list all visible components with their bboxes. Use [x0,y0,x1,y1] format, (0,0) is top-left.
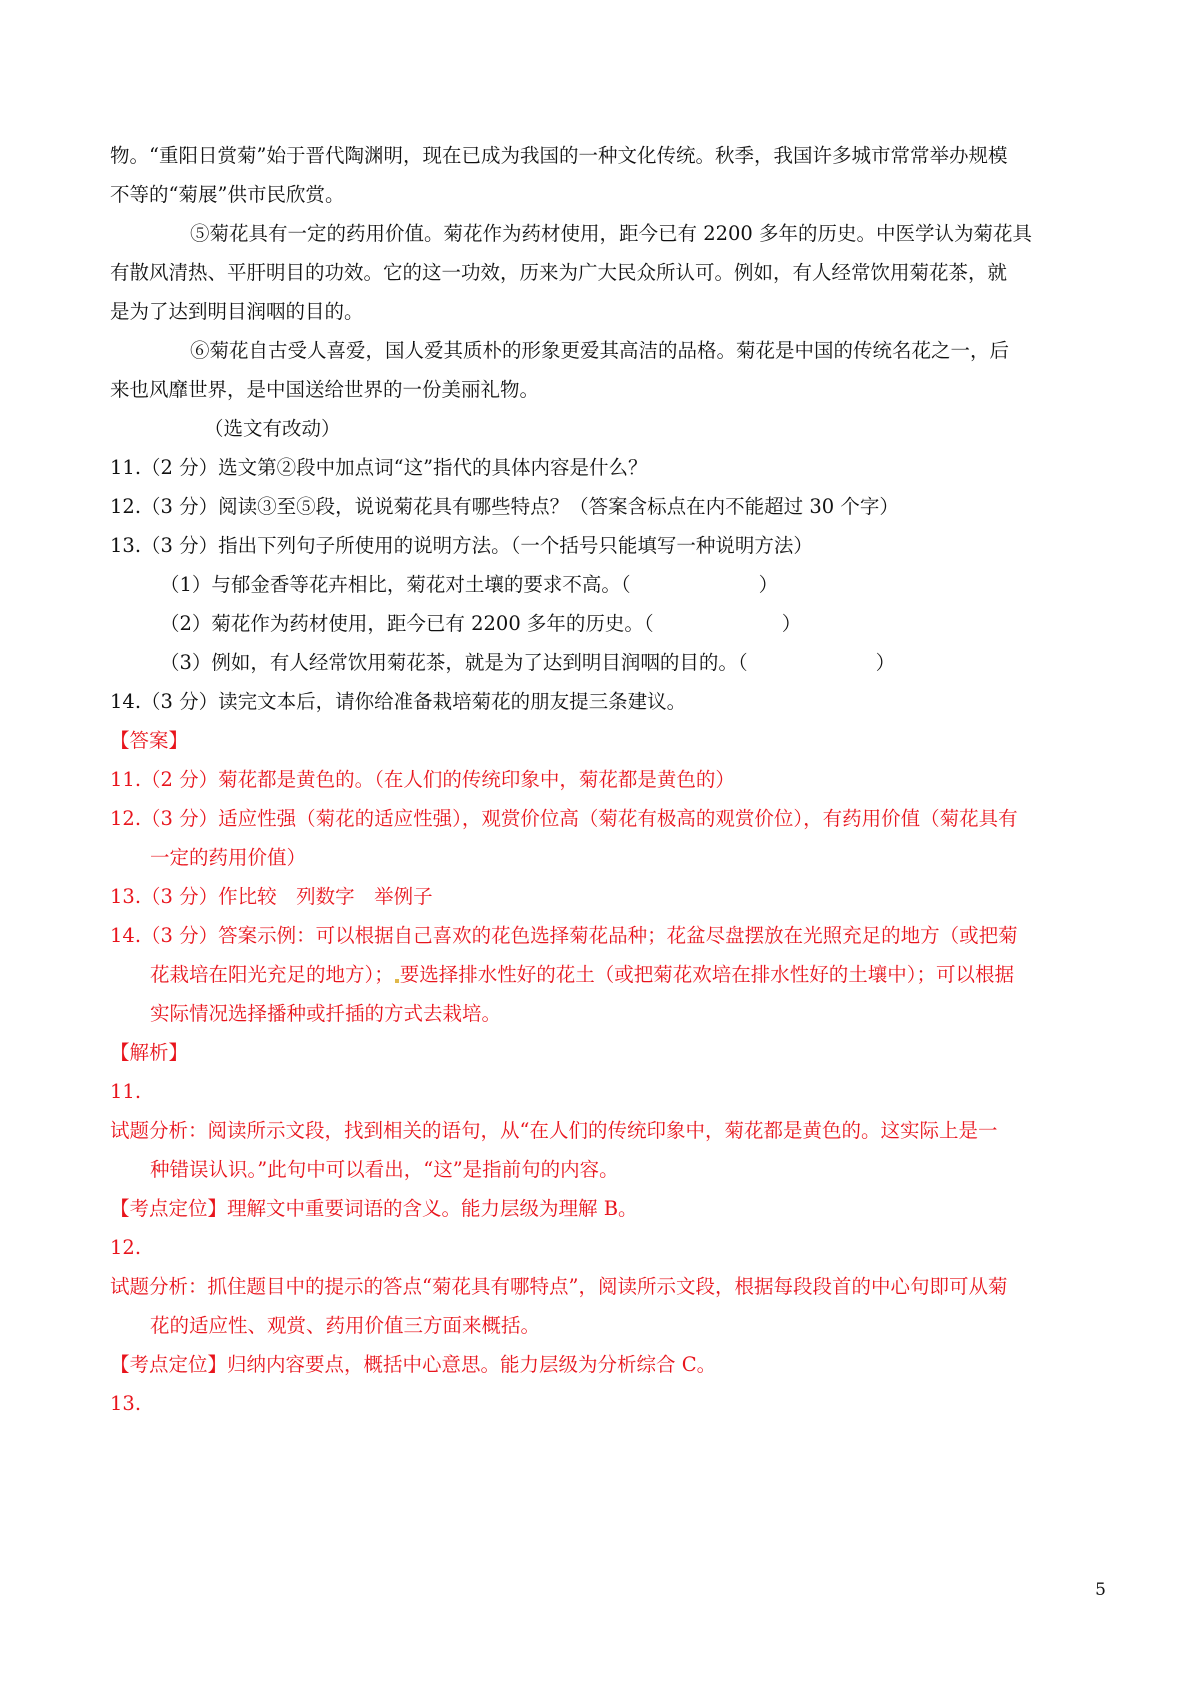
question-13-item-1-text: （1）与郁金香等花卉相比，菊花对土壤的要求不高。（ [160,573,631,596]
source-note: （选文有改动） [204,417,341,440]
answer-14-cont [110,955,1100,994]
analysis-number-12: 12. [110,1236,142,1259]
answer-14: 14.（3 分）答案示例：可以根据自己喜欢的花色选择菊花品种；花盆尽盘摆放在光照充足的地方（或把菊 [110,924,1018,947]
answer-12-cont: 一定的药用价值） [150,846,307,869]
question-13-item-3 [110,643,1100,682]
passage-line: 是为了达到明目润咽的目的。 [110,300,364,323]
answers-heading: 【答案】 [110,729,189,752]
analysis-number-13: 13. [110,1392,142,1415]
answer-14-part-a: 花栽培在阳光充足的地方）； [150,963,394,986]
answer-12: 12.（3 分）适应性强（菊花的适应性强），观赏价位高（菊花有极高的观赏价位），有药用价值（菊花具有 [110,807,1018,830]
question-13-item-2 [110,604,1100,643]
page-number: 5 [1095,1580,1106,1600]
question-13-item-1 [110,565,1100,604]
question-11: 11.（2 分）选文第②段中加点词“这”指代的具体内容是什么？ [110,456,648,479]
answer-14-cont: 实际情况选择播种或扦插的方式去栽培。 [150,1002,502,1025]
question-13-item-3-text: （3）例如，有人经常饮用菊花茶，就是为了达到明目润咽的目的。（ [160,651,748,674]
passage-line: 有散风清热、平肝明目的功效。它的这一功效，历来为广大民众所认可。例如，有人经常饮用菊花茶，就 [110,261,1008,284]
question-14: 14.（3 分）读完文本后，请你给准备栽培菊花的朋友提三条建议。 [110,690,687,713]
edit-mark-icon [395,979,399,983]
analysis-number-11: 11. [110,1080,142,1103]
passage-line: 物。“重阳日赏菊”始于晋代陶渊明，现在已成为我国的一种文化传统。秋季，我国许多城市常常举办规模 [110,144,1008,167]
passage-line: 不等的“菊展”供市民欣赏。 [110,183,345,206]
passage-paragraph-6: ⑥菊花自古受人喜爱，国人爱其质朴的形象更爱其高洁的品格。菊花是中国的传统名花之一，后 [190,339,1010,362]
passage-line: 来也风靡世界，是中国送给世界的一份美丽礼物。 [110,378,540,401]
page-content [110,136,1100,1423]
key-point-12: 【考点定位】归纳内容要点，概括中心意思。能力层级为分析综合 C。 [110,1353,717,1376]
passage-paragraph-5: ⑤菊花具有一定的药用价值。菊花作为药材使用，距今已有 2200 多年的历史。中医学认为菊花具 [190,222,1033,245]
question-13: 13.（3 分）指出下列句子所使用的说明方法。（一个括号只能填写一种说明方法） [110,534,813,557]
analysis-heading: 【解析】 [110,1041,189,1064]
question-13-item-2-text: （2）菊花作为药材使用，距今已有 2200 多年的历史。（ [160,612,654,635]
close-bracket: ） [781,612,802,635]
close-bracket: ） [758,573,779,596]
answer-11: 11.（2 分）菊花都是黄色的。（在人们的传统印象中，菊花都是黄色的） [110,768,735,791]
analysis-11: 试题分析：阅读所示文段，找到相关的语句，从“在人们的传统印象中，菊花都是黄色的。这实际上是一 [110,1119,998,1142]
analysis-11-cont: 种错误认识。”此句中可以看出，“这”是指前句的内容。 [150,1158,619,1181]
key-point-11: 【考点定位】理解文中重要词语的含义。能力层级为理解 B。 [110,1197,638,1220]
analysis-12: 试题分析：抓住题目中的提示的答点“菊花具有哪特点”，阅读所示文段，根据每段段首的中心句即可从菊 [110,1275,1008,1298]
analysis-12-cont: 花的适应性、观赏、药用价值三方面来概括。 [150,1314,541,1337]
question-12: 12.（3 分）阅读③至⑤段，说说菊花具有哪些特点？（答案含标点在内不能超过 30 个字） [110,495,899,518]
close-bracket: ） [875,651,896,674]
answer-14-part-b: 要选择排水性好的花土（或把菊花欢培在排水性好的土壤中）；可以根据 [399,963,1015,986]
answer-13: 13.（3 分）作比较 列数字 举例子 [110,885,433,908]
